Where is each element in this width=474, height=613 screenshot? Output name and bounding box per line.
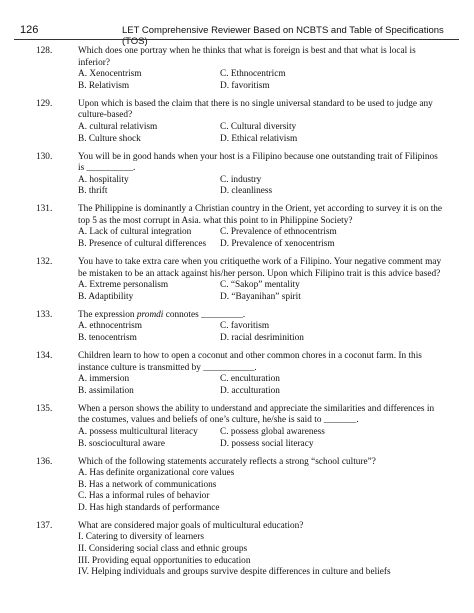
page-number: 126 — [20, 24, 39, 36]
answer-option: D. Prevalence of xenocentrism — [220, 239, 335, 250]
answer-list-item: I. Catering to diversity of learners — [78, 532, 204, 543]
question-item — [0, 521, 474, 579]
answer-list-item: C. Has a informal rules of behavior — [78, 491, 210, 502]
answer-option: B. sosciocultural aware — [78, 438, 165, 449]
answer-list-item: A. Has definite organizational core values — [78, 468, 235, 479]
question-number: 133. — [36, 309, 53, 320]
question-number: 132. — [36, 257, 53, 268]
question-item — [0, 204, 474, 250]
question-stem: Children learn to how to open a coconut and other common chores in a coconut farm. In this instance culture is transmitted by ___________. — [78, 351, 422, 373]
question-stem: The expression promdi connotes _________. — [78, 309, 246, 320]
answer-option: D. Ethical relativism — [220, 133, 298, 144]
answer-option: D. “Bayanihan” spirit — [220, 291, 301, 302]
header-rule — [14, 39, 459, 40]
answer-option: A. possess multicultural literacy — [78, 426, 198, 437]
answer-option: C. Ethnocentricm — [220, 69, 286, 80]
answer-option: B. thrift — [78, 186, 108, 197]
question-stem: Upon which is based the claim that there is no single universal standard to be used to judge any culture-based? — [78, 98, 433, 121]
question-stem: You will be in good hands when your host is a Filipino because one outstanding trait of Filipinos is __________. — [78, 151, 438, 174]
answer-list-item: II. Considering social class and ethnic groups — [78, 544, 248, 555]
question-number: 131. — [36, 204, 53, 215]
answer-options — [78, 122, 446, 145]
answer-options — [78, 227, 446, 250]
answer-option: D. favoritism — [220, 80, 270, 91]
answer-list-item: IV. Helping individuals and groups survive despite differences in culture and beliefs — [78, 567, 391, 578]
question-number: 128. — [36, 46, 53, 56]
answer-list — [78, 468, 446, 514]
answer-option: A. ethnocentrism — [78, 321, 143, 332]
answer-option: B. Culture shock — [78, 133, 141, 144]
answer-option: C. enculturation — [220, 374, 280, 385]
answer-option: C. favoritism — [220, 321, 270, 332]
answer-option: A. Extreme personalism — [78, 280, 169, 291]
answer-list-item: D. Has high standards of performance — [78, 502, 220, 513]
question-stem: You have to take extra care when you critiquethe work of a Filipino. Your negative comment may be mistaken to be an attack against his/her person. Upon which Filipino trait is this advice based? — [78, 257, 442, 279]
answer-list-item: B. Has a network of communications — [78, 479, 217, 490]
answer-option: A. Lack of cultural integration — [78, 227, 192, 238]
question-stem: The Philippine is dominantly a Christian country in the Orient, yet according to survey it is on the top 5 as the most corrupt in Asia. what this point to in Philippine Society? — [78, 204, 443, 226]
question-item — [0, 46, 474, 92]
answer-option: B. tenocentrism — [78, 333, 137, 344]
answer-option: C. industry — [220, 174, 262, 185]
answer-option: D. racial desriminition — [220, 333, 304, 344]
answer-option: D. acculturation — [220, 385, 280, 396]
answer-option: C. Cultural diversity — [220, 121, 297, 132]
answer-list — [78, 532, 446, 578]
question-item — [0, 152, 474, 198]
header-title: LET Comprehensive Reviewer Based on NCBTS and Table of Specifications (TOS) — [122, 25, 444, 47]
question-item — [0, 404, 474, 450]
answer-option: B. Adaptibility — [78, 291, 134, 302]
answer-option: C. possess global awareness — [220, 426, 325, 437]
question-number: 135. — [36, 403, 53, 414]
question-stem: When a person shows the ability to understand and appreciate the similarities and differences in the costumes, values and beliefs of one’s culture, he/she is said to _______. — [78, 403, 435, 426]
question-number: 130. — [36, 151, 53, 162]
question-item — [0, 351, 474, 397]
answer-option: A. Xenocentrism — [78, 69, 142, 80]
answer-options — [78, 321, 446, 344]
question-stem: Which of the following statements accurately reflects a strong “school culture”? — [78, 456, 376, 467]
question-item — [0, 457, 474, 515]
answer-options — [78, 69, 446, 92]
answer-option: D. cleanliness — [220, 186, 273, 197]
answer-options — [78, 427, 446, 450]
answer-option: B. Presence of cultural differences — [78, 239, 207, 250]
answer-option: C. “Sakop” mentality — [220, 280, 300, 291]
answer-option: A. cultural relativism — [78, 121, 158, 132]
answer-option: B. Relativism — [78, 80, 130, 91]
answer-list-item: III. Providing equal opportunities to education — [78, 555, 251, 566]
question-number: 136. — [36, 456, 53, 467]
question-item — [0, 99, 474, 145]
question-number: 134. — [36, 351, 53, 361]
answer-option: B. assimilation — [78, 385, 134, 396]
emphasized-term: promdi — [136, 309, 164, 320]
question-item — [0, 257, 474, 303]
question-list — [0, 46, 474, 585]
question-stem: What are considered major goals of multicultural education? — [78, 520, 304, 531]
answer-option: A. hospitality — [78, 174, 129, 185]
answer-option: A. immersion — [78, 374, 130, 385]
question-number: 137. — [36, 520, 53, 531]
answer-options — [78, 374, 446, 397]
question-number: 129. — [36, 98, 53, 109]
question-stem: Which does one portray when he thinks that what is foreign is best and that what is local is inferior? — [78, 46, 416, 68]
answer-option: C. Prevalence of ethnocentrism — [220, 227, 337, 238]
answer-options — [78, 175, 446, 198]
question-item — [0, 310, 474, 345]
answer-option: D. possess social literacy — [220, 438, 314, 449]
answer-options — [78, 280, 446, 303]
